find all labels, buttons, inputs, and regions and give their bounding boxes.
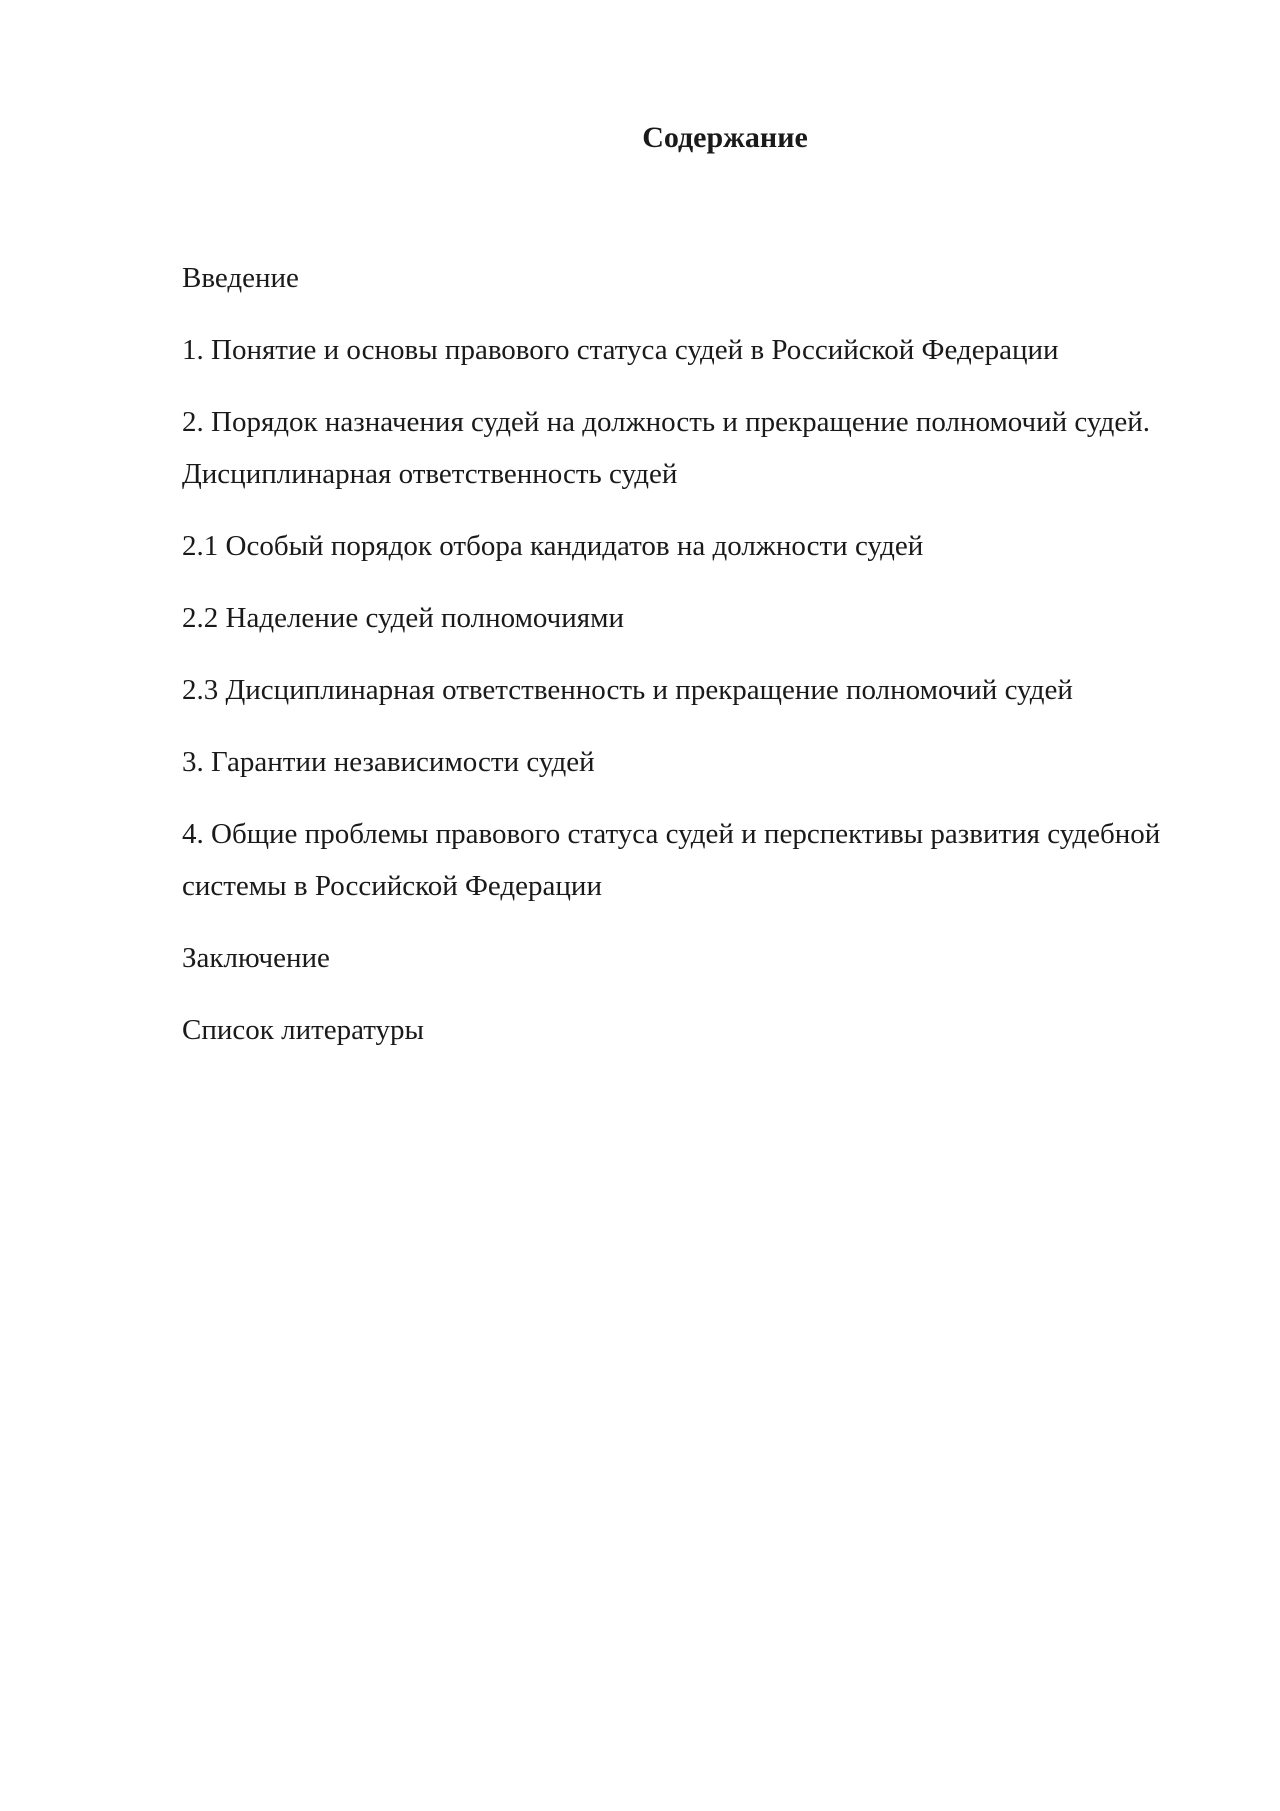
toc-item-chapter-2: 2. Порядок назначения судей на должность и прекращение полномочий судей. Дисциплинарная ответственность судей: [182, 406, 1150, 490]
toc-item-chapter-1: 1. Понятие и основы правового статуса судей в Российской Федерации: [182, 334, 1059, 366]
toc-item-bibliography: Список литературы: [182, 1014, 425, 1046]
toc-item-conclusion: Заключение: [182, 942, 330, 974]
toc-item-section-2-2: 2.2 Наделение судей полномочиями: [182, 602, 624, 634]
toc-item-section-2-1: 2.1 Особый порядок отбора кандидатов на должности судей: [182, 530, 924, 562]
page-title: Содержание: [642, 121, 808, 154]
toc-item-chapter-4: 4. Общие проблемы правового статуса судей и перспективы развития судебной системы в Российской Федерации: [182, 818, 1161, 902]
toc-item-section-2-3: 2.3 Дисциплинарная ответственность и прекращение полномочий судей: [182, 674, 1073, 706]
table-of-contents: [182, 252, 1212, 1076]
toc-item-chapter-3: 3. Гарантии независимости судей: [182, 746, 595, 778]
toc-item-introduction: Введение: [182, 262, 299, 294]
